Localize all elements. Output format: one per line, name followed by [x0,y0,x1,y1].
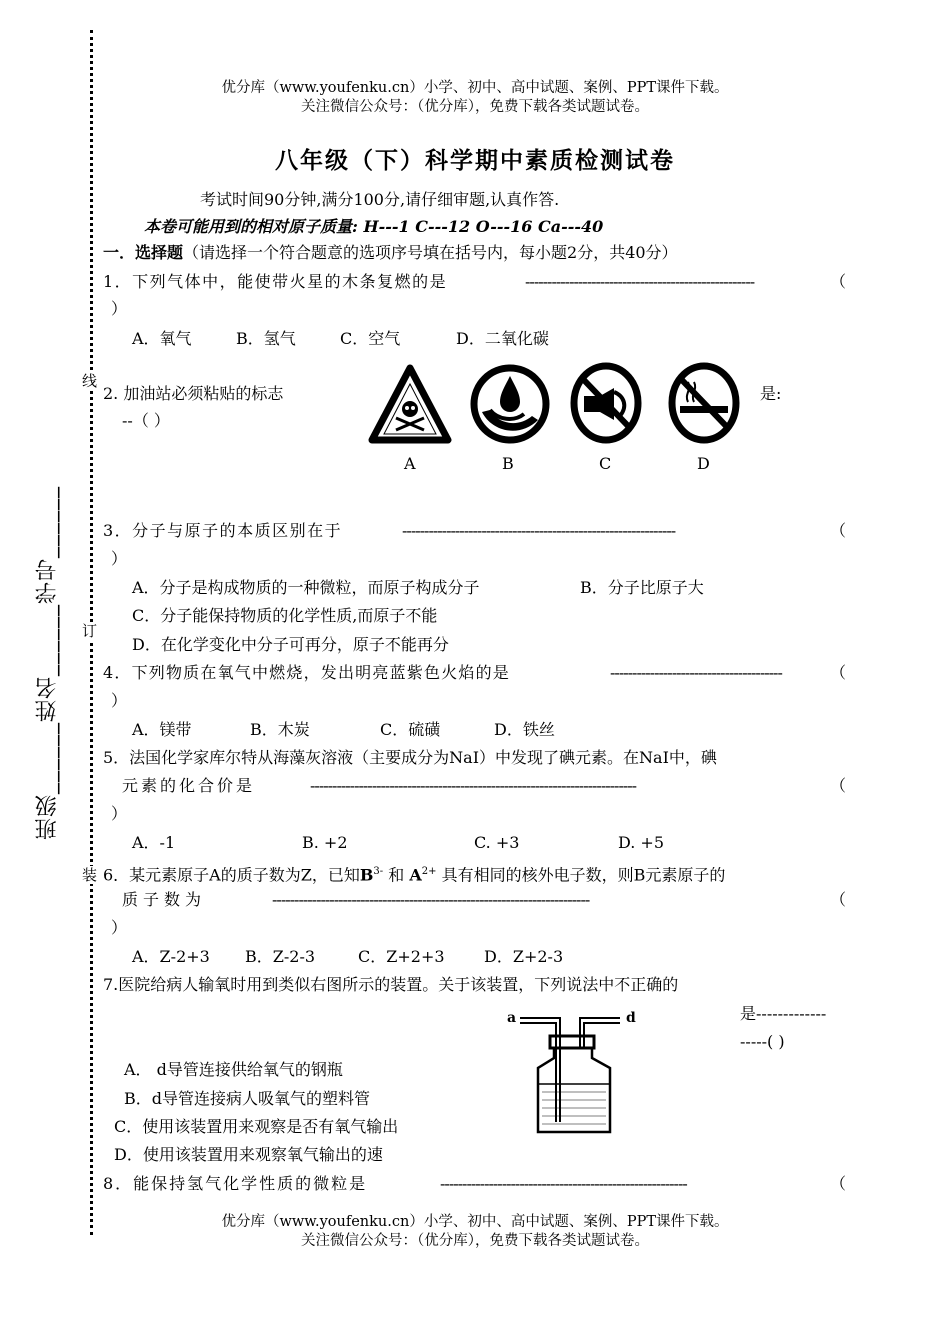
question-4-option-d: D．铁丝 [494,720,555,739]
question-7-option-c: C．使用该装置用来观察是否有氧气输出 [114,1117,399,1136]
ion-a-symbol: A [409,865,422,885]
question-5-stem-2: 元素的化合价是 [122,776,256,795]
question-1-paren-close: ） [111,299,128,318]
question-3-stem: 3．分子与原子的本质区别在于 [103,521,343,540]
poison-sign-icon [368,364,452,444]
question-8-paren-open: （ [830,1174,847,1193]
binding-char-zhuang: 装 [82,866,98,884]
question-7-option-a: A． d导管连接供给氧气的钢瓶 [124,1060,343,1079]
question-6-stem-a: 6．某元素原子A的质子数为Z，已知 [103,865,360,885]
question-6-and: 和 [388,865,405,885]
question-6-option-a: A．Z-2+3 [132,947,210,966]
question-4-option-a: A．镁带 [132,720,192,739]
question-3-option-b: B．分子比原子大 [580,578,704,597]
question-1-dashes: ---------------------------------------------------- [525,272,755,291]
question-8-dashes: -------------------------------------------------------- [440,1174,687,1193]
page-title: 八年级（下）科学期中素质检测试卷 [275,148,675,174]
tube-label-d: d [626,1010,636,1026]
question-7-stem: 7.医院给病人输氧时用到类似右图所示的装置。关于该装置，下列说法中不正确的 [103,975,679,994]
exam-info: 考试时间90分钟,满分100分,请仔细审题,认真作答. [200,190,560,209]
question-5-paren-open: （ [830,776,847,795]
question-1-option-d: D．二氧化碳 [456,329,549,348]
question-1-option-c: C．空气 [340,329,401,348]
atomic-mass-note: 本卷可能用到的相对原子质量: H---1 C---12 O---16 Ca---40 [144,217,604,236]
question-4-option-c: C．硫磺 [380,720,441,739]
header-line-2: 关注微信公众号：（优分库），免费下载各类试题试卷。 [301,99,649,115]
question-1-stem: 1．下列气体中，能使带火星的木条复燃的是 [103,272,448,291]
question-4-option-b: B．木炭 [250,720,310,739]
student-info-label: 班级______姓名______学号______ [35,486,60,840]
binding-char-ding: 订 [82,622,98,640]
no-smoking-sign-icon [668,362,740,444]
question-8-stem: 8．能保持氢气化学性质的微粒是 [103,1174,368,1193]
question-4-paren-open: （ [830,663,847,682]
question-6-paren-close: ） [111,918,128,937]
question-6-option-d: D．Z+2-3 [484,947,564,966]
question-1-option-b: B．氢气 [236,329,296,348]
question-5-option-c: C. +3 [474,833,520,852]
section-1-instruction: （请选择一个符合题意的选项序号填在括号内，每小题2分，共40分） [183,243,678,262]
tube-label-a: a [507,1010,517,1026]
no-horn-sign-icon [570,362,642,444]
corrosive-sign-icon [470,362,550,446]
gas-wash-bottle-diagram [520,1012,630,1136]
question-7-option-d: D．使用该装置用来观察氧气输出的速 [114,1145,383,1164]
question-5-option-d: D. +5 [618,833,665,852]
question-7-tail-1: 是------------- [740,1004,827,1023]
question-2-stem: 2. 加油站必须粘贴的标志 [103,384,284,403]
question-5-option-b: B. +2 [302,833,348,852]
ion-b-symbol: B [359,865,374,885]
question-2-stem-end: 是: [760,384,782,403]
sign-label-d: D [697,454,710,473]
question-3-option-a: A．分子是构成物质的一种微粒，而原子构成分子 [132,578,480,597]
header-line-1: 优分库（www.youfenku.cn）小学、初中、高中试题、案例、PPT课件下载。 [221,80,729,96]
question-6-dashes: ------------------------------------------------------------------------ [272,890,590,909]
question-6-stem-b: 具有相同的核外电子数，则B元素原子的 [441,865,726,885]
section-1-header [103,241,678,265]
question-3-dashes: -------------------------------------------------------------- [402,521,676,540]
question-6-stem [103,860,725,887]
section-1-heading: 一．选择题 [103,243,184,262]
question-1-paren-open: （ [830,272,847,291]
footer-line-2: 关注微信公众号：（优分库），免费下载各类试题试卷。 [301,1233,649,1249]
question-1-option-a: A．氧气 [132,329,192,348]
question-4-dashes: --------------------------------------- [610,663,782,682]
sign-label-a: A [404,454,416,473]
binding-char-xian: 线 [82,372,98,390]
question-6-option-c: C．Z+2+3 [358,947,445,966]
question-3-paren-open: （ [830,521,847,540]
ion-b-charge: 3- [373,866,384,877]
question-7-tail-2: -----( ) [740,1032,785,1051]
question-3-paren-close: ） [111,549,128,568]
question-4-paren-close: ） [111,691,128,710]
question-6-stem-2: 质子数为 [122,890,207,909]
question-7-option-b: B．d导管连接病人吸氧气的塑料管 [124,1089,371,1108]
question-5-paren-close: ） [111,804,128,823]
question-6-option-b: B．Z-2-3 [245,947,316,966]
question-3-option-c: C．分子能保持物质的化学性质,而原子不能 [132,606,438,625]
sign-label-b: B [502,454,514,473]
question-6-paren-open: （ [830,890,847,909]
question-2-blank: --（ ） [122,411,170,430]
question-5-dashes: -------------------------------------------------------------------------- [310,776,637,795]
footer-line-1: 优分库（www.youfenku.cn）小学、初中、高中试题、案例、PPT课件下载。 [221,1214,729,1230]
ion-a-charge: 2+ [421,866,437,877]
sign-label-c: C [599,454,612,473]
question-3-option-d: D．在化学变化中分子可再分，原子不能再分 [132,635,449,654]
question-5-stem: 5．法国化学家库尔特从海藻灰溶液（主要成分为NaI）中发现了碘元素。在NaI中，碘 [103,748,717,767]
question-4-stem: 4．下列物质在氧气中燃烧，发出明亮蓝紫色火焰的是 [103,663,510,682]
question-5-option-a: A．-1 [132,833,176,852]
